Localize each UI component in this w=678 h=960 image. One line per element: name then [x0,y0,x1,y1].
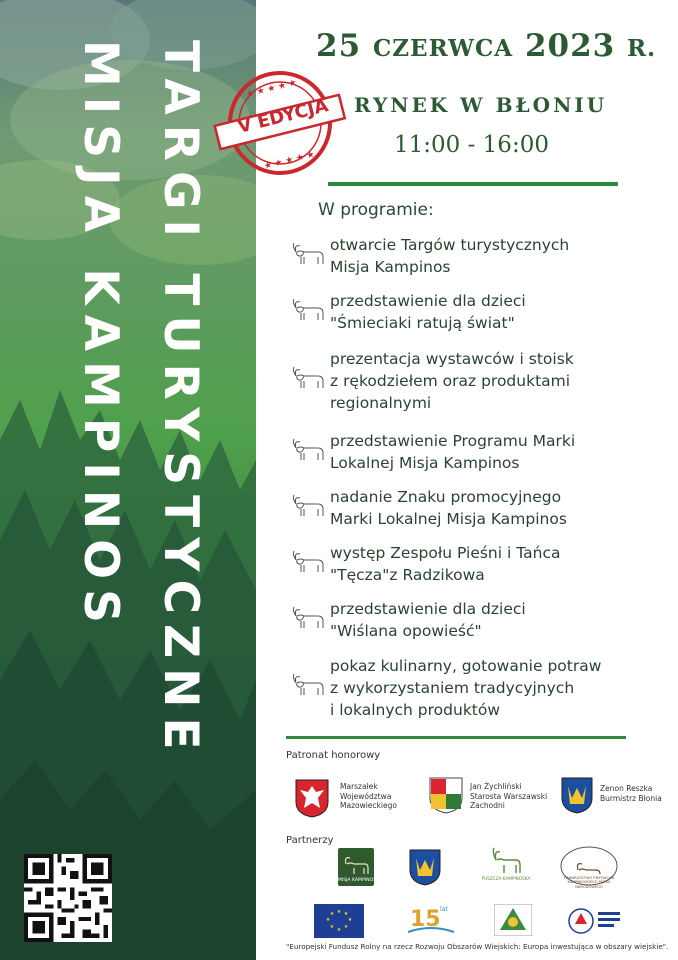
svg-text:★: ★ [343,924,349,930]
fifteen-years-logo [404,902,458,938]
event-time: 11:00 - 16:00 [394,132,549,158]
program-item-text: występ Zespołu Pieśni i Tańca "Tęcza"z Radzikowa [330,544,561,584]
qr-code-pattern [24,854,112,942]
misja-kampinos-label: MISJA KAMPINOS [337,878,377,883]
moose-icon [290,436,326,462]
fifteen-years-label: lat [440,906,448,913]
lgd-puszcza-logo [486,846,526,876]
divider-top [328,182,618,186]
qr-code[interactable] [24,854,112,942]
svg-text:★: ★ [325,917,331,923]
program-item-text: prezentacja wystawców i stoisk z rękodziełem oraz produktami regionalnymi [330,350,574,412]
funding-footer: "Europejski Fundusz Rolny na rzecz Rozwoju Obszarów Wiejskich: Europa inwestująca w obszary wiejskie". [286,942,669,951]
title-line-2: MISJA KAMPINOS [73,40,128,633]
patron-caption-2: Jan Żychliński Starosta Warszawski Zachodni [470,782,548,810]
program-heading: W programie: [318,200,434,220]
lgd-puszcza-label: PUSZCZA KAMPINOSKA [481,876,531,881]
svg-text:★: ★ [343,911,349,917]
moose-icon [290,604,326,630]
edition-stamp-text: V EDYCJA [235,95,331,138]
moose-icon [290,492,326,518]
svg-text:★ ★ ★ ★ ★: ★ ★ ★ ★ ★ [263,149,316,172]
program-item-text: przedstawienie dla dzieci "Śmieciaki ratują świat" [330,292,526,332]
event-date [316,28,656,64]
event-place: RYNEK W BŁONIU [354,93,608,117]
towarzystwo-kpn-label: TOWARZYSTWO PRZYJACIÓŁ KAMPINOSKIEGO PARKU NARODOWEGO [563,876,615,889]
patron-caption-1: Marszałek Województwa Mazowieckiego [340,782,397,810]
svg-text:★: ★ [336,927,342,933]
title-line-1: TARGI TURYSTYCZNE [153,40,208,760]
date-month: CZERWCA [372,35,514,62]
blonie-partner-crest-icon [408,848,442,886]
svg-text:★: ★ [347,917,353,923]
divider-bottom [286,736,626,739]
program-item-text: przedstawienie dla dzieci "Wiślana opowieść" [330,600,526,640]
date-suffix: R. [627,35,657,62]
date-year: 2023 [524,28,616,64]
program-item-text: nadanie Znaku promocyjnego Marki Lokalnej Misja Kampinos [330,488,567,528]
moose-icon [290,296,326,322]
blonie-crest-icon [560,776,594,814]
program-item-text: pokaz kulinarny, gotowanie potraw z wykorzystaniem tradycyjnych i lokalnych produktów [330,657,602,719]
svg-text:★: ★ [329,924,335,930]
leader-logo [494,904,532,936]
program-item-text: przedstawienie Programu Marki Lokalnej Misja Kampinos [330,432,576,472]
mazowsze-eagle-icon [294,778,330,818]
moose-icon [290,240,326,266]
eu-flag-icon [314,904,364,938]
svg-text:★ ★ ★ ★ ★: ★ ★ ★ ★ ★ [245,77,298,101]
date-day: 25 [316,28,362,64]
partners-heading: Partnerzy [286,835,334,846]
moose-icon [290,548,326,574]
moose-icon [290,671,326,697]
patron-caption-3: Zenon Reszka Burmistrz Błonia [600,784,662,803]
program-item-text: otwarcie Targów turystycznych Misja Kampinos [330,236,570,276]
svg-text:15: 15 [410,907,441,932]
svg-text:★: ★ [336,909,342,915]
patronage-heading: Patronat honorowy [286,750,381,761]
powiat-crest-icon [428,776,464,814]
svg-text:★: ★ [329,911,335,917]
moose-icon [290,364,326,390]
prow-logo [566,904,624,938]
